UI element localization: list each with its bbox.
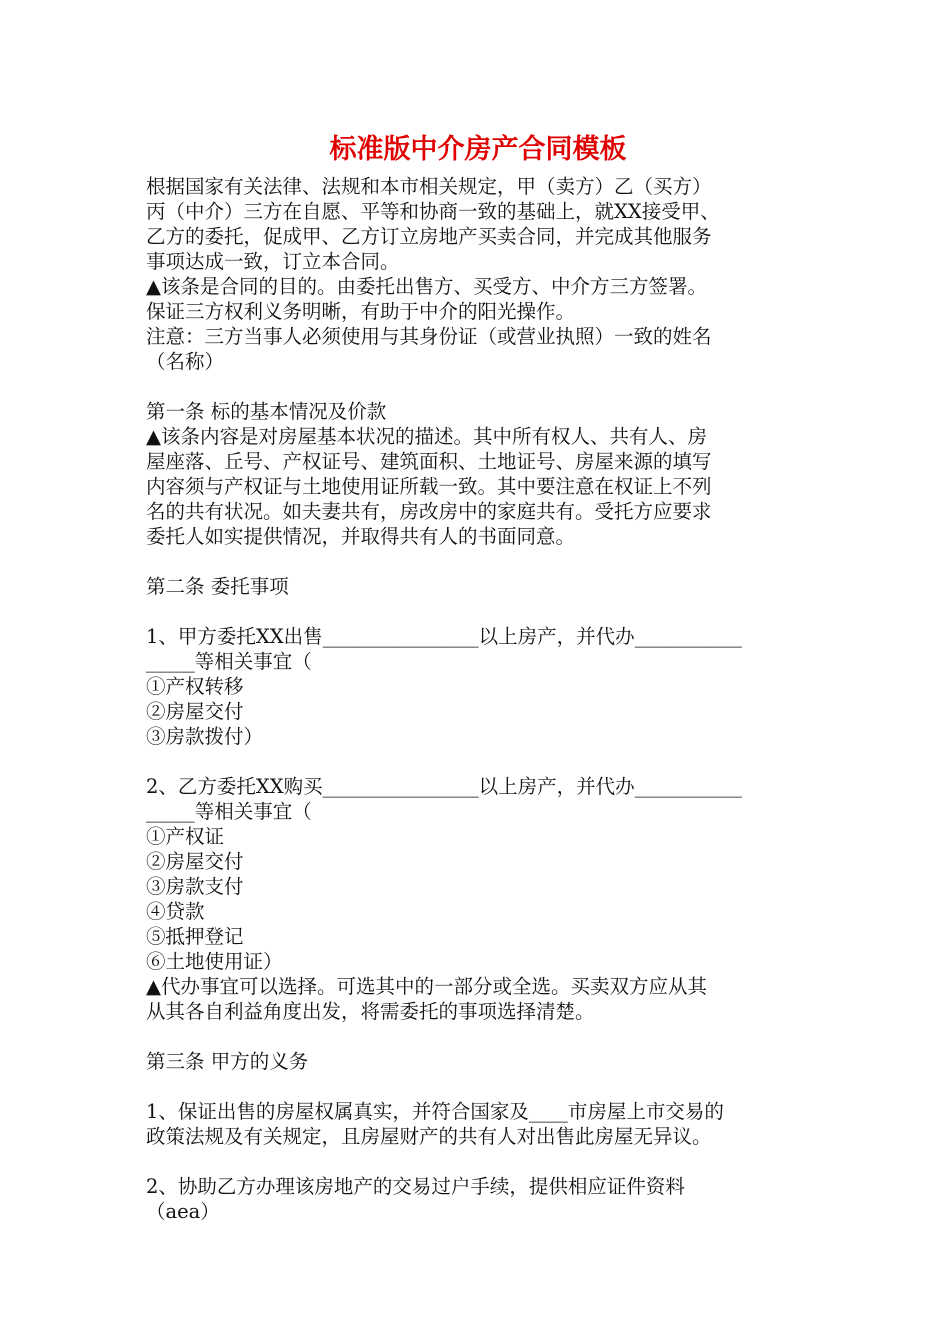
- text-line: 第二条 委托事项: [146, 575, 289, 598]
- text-line: ②房屋交付: [146, 850, 244, 873]
- blank-line: [146, 1024, 810, 1049]
- text-line: ③房款支付: [146, 875, 244, 898]
- text-line: 丙（中介）三方在自愿、平等和协商一致的基础上，就XX接受甲、: [146, 200, 720, 223]
- document-page: [146, 130, 810, 1224]
- text-line: 注意：三方当事人必须使用与其身份证（或营业执照）一致的姓名: [146, 325, 712, 348]
- text-line: _____等相关事宜（: [146, 800, 312, 823]
- document-title: 标准版中介房产合同模板: [329, 134, 627, 165]
- blank-line: [146, 1149, 810, 1174]
- text-line: ▲该条内容是对房屋基本状况的描述。其中所有权人、共有人、房: [146, 425, 707, 448]
- text-line: 屋座落、丘号、产权证号、建筑面积、土地证号、房屋来源的填写: [146, 450, 712, 473]
- text-line: 委托人如实提供情况，并取得共有人的书面同意。: [146, 525, 576, 548]
- blank-line: [146, 1074, 810, 1099]
- text-line: 保证三方权利义务明晰，有助于中介的阳光操作。: [146, 300, 576, 323]
- text-line: （aea）: [146, 1200, 220, 1223]
- text-line: ▲代办事宜可以选择。可选其中的一部分或全选。买卖双方应从其: [146, 975, 707, 998]
- text-line: 第一条 标的基本情况及价款: [146, 400, 387, 423]
- text-line: ②房屋交付: [146, 700, 244, 723]
- text-line: （名称）: [146, 350, 225, 373]
- text-line: 2、乙方委托XX购买________________以上房产，并代办___________: [146, 775, 742, 798]
- text-line: ▲该条是合同的目的。由委托出售方、买受方、中介方三方签署。: [146, 275, 707, 298]
- blank-line: [146, 374, 810, 399]
- document-body: [146, 174, 810, 1224]
- text-line: 从其各自利益角度出发，将需委托的事项选择清楚。: [146, 1000, 595, 1023]
- text-line: 1、甲方委托XX出售________________以上房产，并代办___________: [146, 625, 742, 648]
- text-line: 2、协助乙方办理该房地产的交易过户手续，提供相应证件资料: [146, 1175, 685, 1198]
- text-line: 1、保证出售的房屋权属真实，并符合国家及____市房屋上市交易的: [146, 1100, 724, 1123]
- blank-line: [146, 749, 810, 774]
- text-line: 乙方的委托，促成甲、乙方订立房地产买卖合同，并完成其他服务: [146, 225, 712, 248]
- text-line: 政策法规及有关规定，且房屋财产的共有人对出售此房屋无异议。: [146, 1125, 712, 1148]
- blank-line: [146, 549, 810, 574]
- text-line: 名的共有状况。如夫妻共有，房改房中的家庭共有。受托方应要求: [146, 500, 712, 523]
- text-line: _____等相关事宜（: [146, 650, 312, 673]
- text-line: 根据国家有关法律、法规和本市相关规定，甲（卖方）乙（买方）: [146, 175, 712, 198]
- text-line: ①产权转移: [146, 675, 244, 698]
- text-line: 第三条 甲方的义务: [146, 1050, 309, 1073]
- text-line: ⑥土地使用证）: [146, 950, 283, 973]
- text-line: 事项达成一致，订立本合同。: [146, 250, 400, 273]
- text-line: ①产权证: [146, 825, 225, 848]
- text-line: ③房款拨付）: [146, 725, 264, 748]
- text-line: 内容须与产权证与土地使用证所载一致。其中要注意在权证上不列: [146, 475, 712, 498]
- text-line: ⑤抵押登记: [146, 925, 244, 948]
- blank-line: [146, 599, 810, 624]
- text-line: ④贷款: [146, 900, 205, 923]
